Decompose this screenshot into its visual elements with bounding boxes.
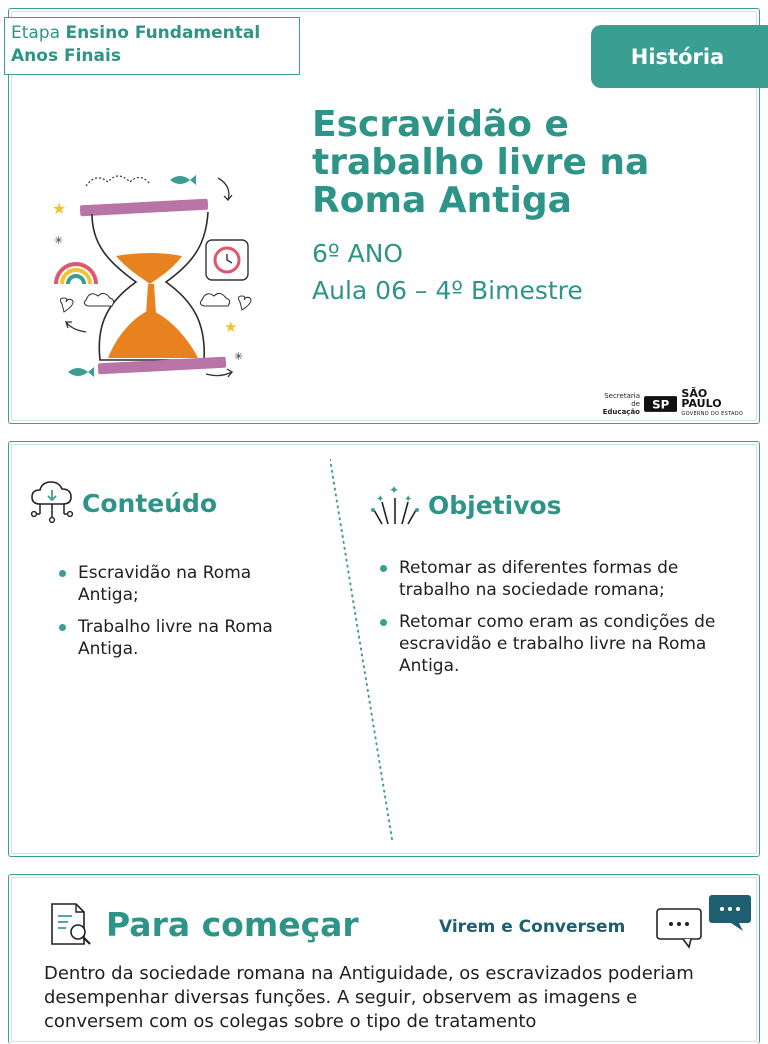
para-comecar-heading: Para começar [106,904,359,944]
government-name: GOVERNO DO ESTADO [681,411,744,417]
svg-text:✦: ✦ [376,494,385,505]
para-comecar-header [48,900,359,948]
cloud-network-icon [30,480,74,526]
fireworks-icon [370,480,420,530]
secretaria-line2: Educação [602,408,640,416]
government-logo [594,387,750,417]
objetivos-list [377,557,737,687]
grade-label: 6º ANO [312,239,404,268]
document-search-icon [48,900,94,948]
conteudo-heading: Conteúdo [82,488,218,518]
subject-label: História [630,44,725,69]
list-item: Escravidão na Roma Antiga; [56,562,316,606]
conteudo-header [30,480,217,526]
svg-text:★: ★ [52,199,67,218]
etapa-level-line1: Ensino Fundamental [65,23,261,43]
etapa-prefix: Etapa [11,23,61,43]
lesson-title: Escravidão e trabalho livre na Roma Antiga [312,104,650,221]
hourglass-illustration [46,164,262,404]
svg-text:✳: ✳ [54,234,64,247]
etapa-level-line2: Anos Finais [11,46,121,66]
intro-paragraph: Dentro da sociedade romana na Antiguidade, os escravizados poderiam desempenhar diversas funções. A seguir, observem as imagens e conversem com os colegas sobre o tipo de tratamento [44,963,694,1032]
lesson-label: Aula 06 – 4º Bimestre [312,276,583,305]
activity-label: Virem e Conversem [439,917,626,937]
state-name: SÃO PAULO [681,387,722,410]
svg-text:★: ★ [224,318,238,336]
etapa-badge [4,17,300,75]
svg-text:✦: ✦ [389,483,400,497]
sp-mark-text: SP [652,397,670,412]
subject-tab [591,25,768,88]
secretaria-text [594,392,640,416]
sp-text [681,389,750,419]
svg-text:✦: ✦ [404,494,413,505]
list-item: Retomar as diferentes formas de trabalho na sociedade romana; [377,557,737,601]
sp-logo-icon [644,396,677,412]
svg-text:✳: ✳ [234,350,244,363]
conteudo-list [56,562,316,670]
objetivos-heading: Objetivos [428,490,562,520]
list-item: Trabalho livre na Roma Antiga. [56,616,316,660]
objetivos-header [370,480,562,530]
list-item: Retomar como eram as condições de escravidão e trabalho livre na Roma Antiga. [377,611,737,677]
chat-bubbles-icon [655,893,755,949]
secretaria-line1: Secretaria de [604,392,640,408]
